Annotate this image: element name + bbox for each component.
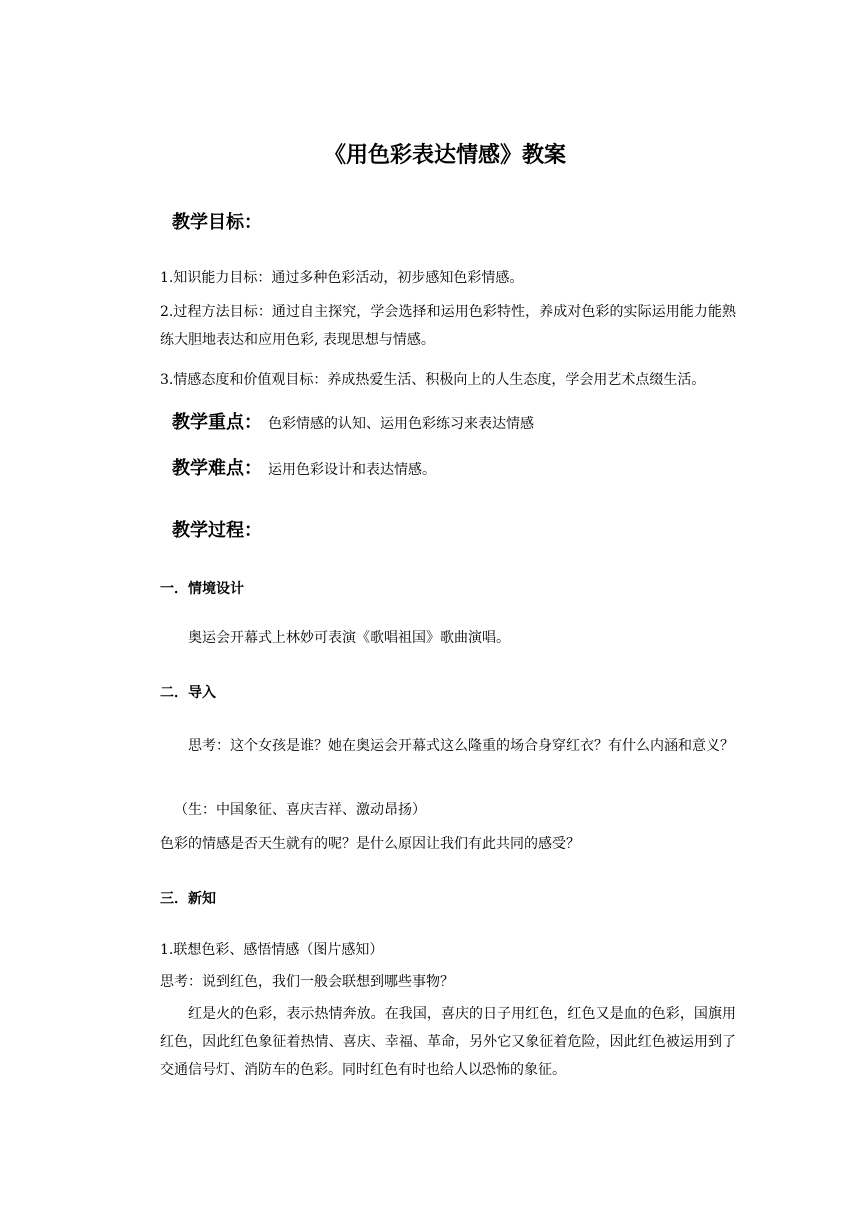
- section-2-think: 思考：这个女孩是谁？她在奥运会开幕式这么隆重的场合身穿红衣？有什么内涵和意义？: [188, 738, 734, 754]
- section-1-title: 一．情境设计: [160, 581, 244, 597]
- process-heading: 教学过程：: [172, 520, 262, 541]
- key-points-row: [172, 408, 534, 434]
- section-1-text: 奥运会开幕式上林妙可表演《歌唱祖国》歌曲演唱。: [188, 630, 510, 646]
- key-points-text: 色彩情感的认知、运用色彩练习来表达情感: [268, 416, 534, 432]
- section-2-question: 色彩的情感是否天生就有的呢？是什么原因让我们有此共同的感受？: [160, 836, 580, 852]
- section-2-title: 二．导入: [160, 685, 216, 701]
- difficulties-heading: 教学难点：: [172, 458, 262, 479]
- section-3-red-paragraph: 红是火的色彩，表示热情奔放。在我国，喜庆的日子用红色，红色又是血的色彩，国旗用红色，因此红色象征着热情、喜庆、幸福、革命，另外它又象征着危险，因此红色被运用到了交通信号灯、消防车的色彩。同时红色有时也给人以恐怖的象征。: [160, 1006, 736, 1078]
- page-title: 《用色彩表达情感》教案: [323, 143, 566, 168]
- section-2-answer: （生：中国象征、喜庆吉祥、激动昂扬）: [174, 802, 426, 818]
- key-points-heading: 教学重点：: [172, 412, 262, 433]
- section-3-item-1: 1.联想色彩、感悟情感（图片感知）: [160, 942, 384, 958]
- objectives-heading: 教学目标：: [172, 212, 262, 233]
- objective-item-1: 1.知识能力目标：通过多种色彩活动，初步感知色彩情感。: [160, 270, 524, 286]
- objective-item-3: 3.情感态度和价值观目标：养成热爱生活、积极向上的人生态度，学会用艺术点缀生活。: [160, 372, 706, 388]
- objective-item-2: 2.过程方法目标：通过自主探究，学会选择和运用色彩特性，养成对色彩的实际运用能力能熟练大胆地表达和应用色彩, 表现思想与情感。: [160, 304, 736, 348]
- section-3-title: 三．新知: [160, 891, 216, 907]
- difficulties-text: 运用色彩设计和表达情感。: [268, 462, 436, 478]
- difficulties-row: [172, 454, 436, 480]
- section-3-think: 思考：说到红色，我们一般会联想到哪些事物？: [160, 974, 454, 990]
